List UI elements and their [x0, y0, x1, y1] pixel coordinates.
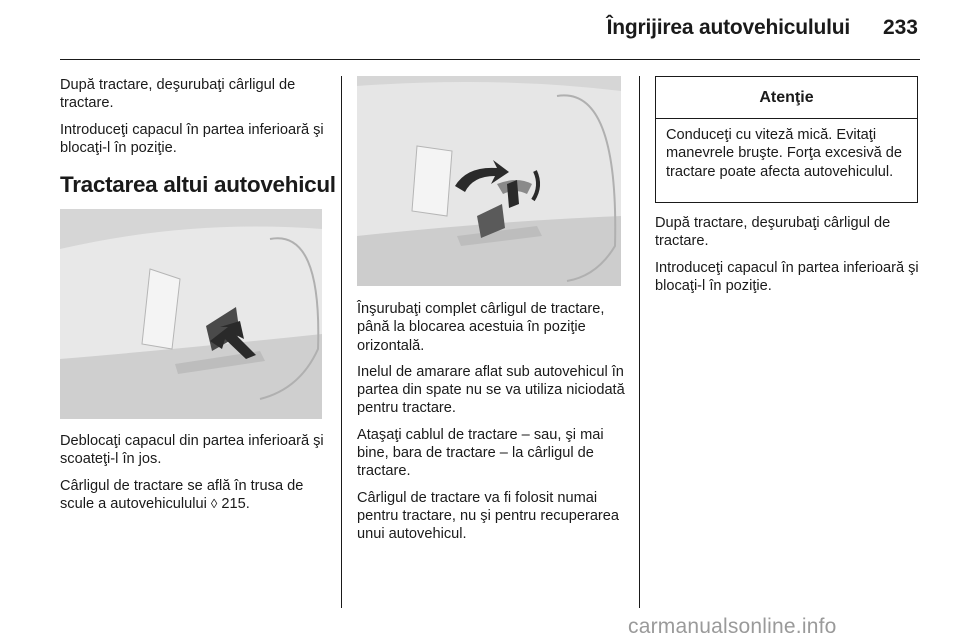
bumper-cover-illustration — [60, 209, 322, 419]
column-1 — [60, 76, 330, 165]
paragraph: Deblocaţi capacul din partea inferioară şi scoateţi-l în jos. — [60, 433, 324, 468]
column-divider-1 — [341, 76, 342, 608]
column-divider-2 — [639, 76, 640, 608]
paragraph: După tractare, deşurubaţi cârligul de tractare. — [60, 77, 296, 112]
tow-hook-illustration — [357, 76, 621, 286]
figure-tow-hook-install — [357, 76, 621, 286]
paragraph-with-reference — [60, 477, 330, 514]
column-2 — [357, 300, 627, 552]
column-3 — [655, 214, 920, 303]
section-title: Tractarea altui autovehicul — [60, 172, 336, 197]
page-header — [0, 0, 960, 60]
paragraph: Ataşaţi cablul de tractare – sau, şi mai bine, bara de tractare – la cârligul de tractare. — [357, 426, 604, 480]
reference-page[interactable]: 215. — [221, 495, 250, 512]
column-1-lower — [60, 432, 330, 521]
caution-title: Atenţie — [656, 77, 917, 119]
caution-text: Conduceţi cu viteză mică. Evitaţi manevrele bruşte. Forţa excesivă de tractare poate afecta autovehiculul. — [666, 127, 903, 180]
caution-box — [655, 76, 918, 203]
paragraph-text: Cârligul de tractare se află în trusa de scule a autovehiculului — [60, 477, 304, 512]
paragraph: Înşurubaţi complet cârligul de tractare, până la blocarea acestuia în poziţie orizontală. — [357, 301, 605, 354]
header-title: Îngrijirea autovehiculului — [606, 16, 850, 39]
watermark: carmanualsonline.info — [628, 615, 837, 638]
paragraph: Inelul de amarare aflat sub autovehicul în partea din spate nu se va utiliza niciodată pentru tractare. — [357, 363, 625, 417]
page-reference-arrow-icon: ◊ — [210, 495, 218, 511]
page-number: 233 — [882, 16, 918, 39]
paragraph: După tractare, deşurubaţi cârligul de tractare. — [655, 215, 891, 250]
paragraph: Introduceţi capacul în partea inferioară şi blocaţi-l în poziţie. — [655, 259, 919, 294]
paragraph: Cârligul de tractare va fi folosit numai pentru tractare, nu şi pentru recuperarea unui autovehicul. — [357, 489, 620, 543]
figure-bumper-cover-removal — [60, 209, 322, 419]
header-rule — [60, 59, 920, 60]
paragraph: Introduceţi capacul în partea inferioară şi blocaţi-l în poziţie. — [60, 121, 324, 156]
